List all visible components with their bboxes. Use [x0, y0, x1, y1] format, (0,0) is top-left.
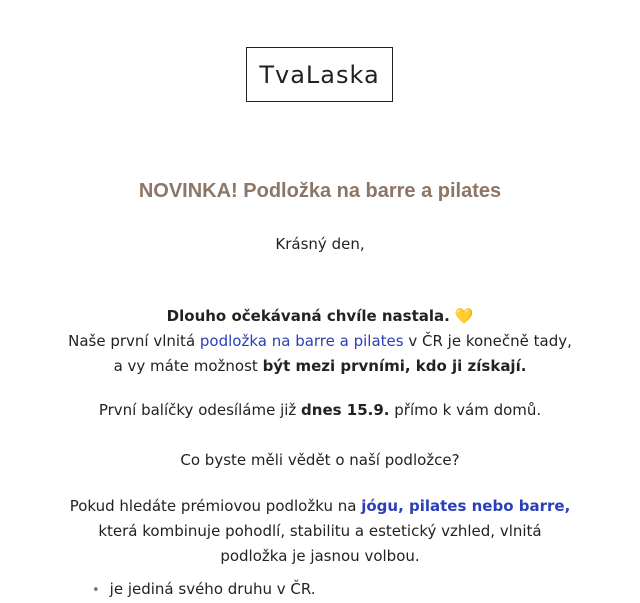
intro-line2-post: v ČR je konečně tady,: [403, 332, 572, 350]
intro-line3-pre: a vy máte možnost: [113, 357, 263, 375]
shipping-paragraph: [0, 398, 640, 423]
description-pre: Pokud hledáte prémiovou podložku na: [69, 497, 362, 515]
brand-logo[interactable]: TvaLaska: [246, 47, 393, 102]
intro-bold-line: Dlouho očekávaná chvíle nastala.: [166, 307, 450, 325]
greeting: Krásný den,: [275, 235, 365, 253]
description-line3: podložka je jasnou volbou.: [220, 547, 420, 565]
product-link[interactable]: podložka na barre a pilates: [199, 332, 404, 350]
shipping-pre: První balíčky odesíláme již: [98, 401, 302, 419]
yoga-pilates-barre-link[interactable]: jógu, pilates nebo barre,: [361, 497, 571, 515]
feature-list: [92, 577, 316, 603]
question-paragraph: Co byste měli vědět o naší podložce?: [180, 451, 460, 469]
list-item: • je jediná svého druhu v ČR.: [92, 577, 316, 603]
description-line2: která kombinuje pohodlí, stabilitu a estetický vzhled, vlnitá: [98, 522, 542, 540]
intro-line2-pre: Naše první vlnitá: [68, 332, 200, 350]
description-paragraph: [0, 494, 640, 569]
heart-icon: 💛: [454, 307, 474, 325]
intro-paragraph: [0, 304, 640, 379]
shipping-post: přímo k vám domů.: [389, 401, 542, 419]
logo-container[interactable]: [246, 47, 393, 102]
shipping-date: dnes 15.9.: [301, 401, 390, 419]
intro-line3-bold: být mezi prvními, kdo ji získají.: [262, 357, 527, 375]
headline: NOVINKA! Podložka na barre a pilates: [138, 180, 502, 202]
